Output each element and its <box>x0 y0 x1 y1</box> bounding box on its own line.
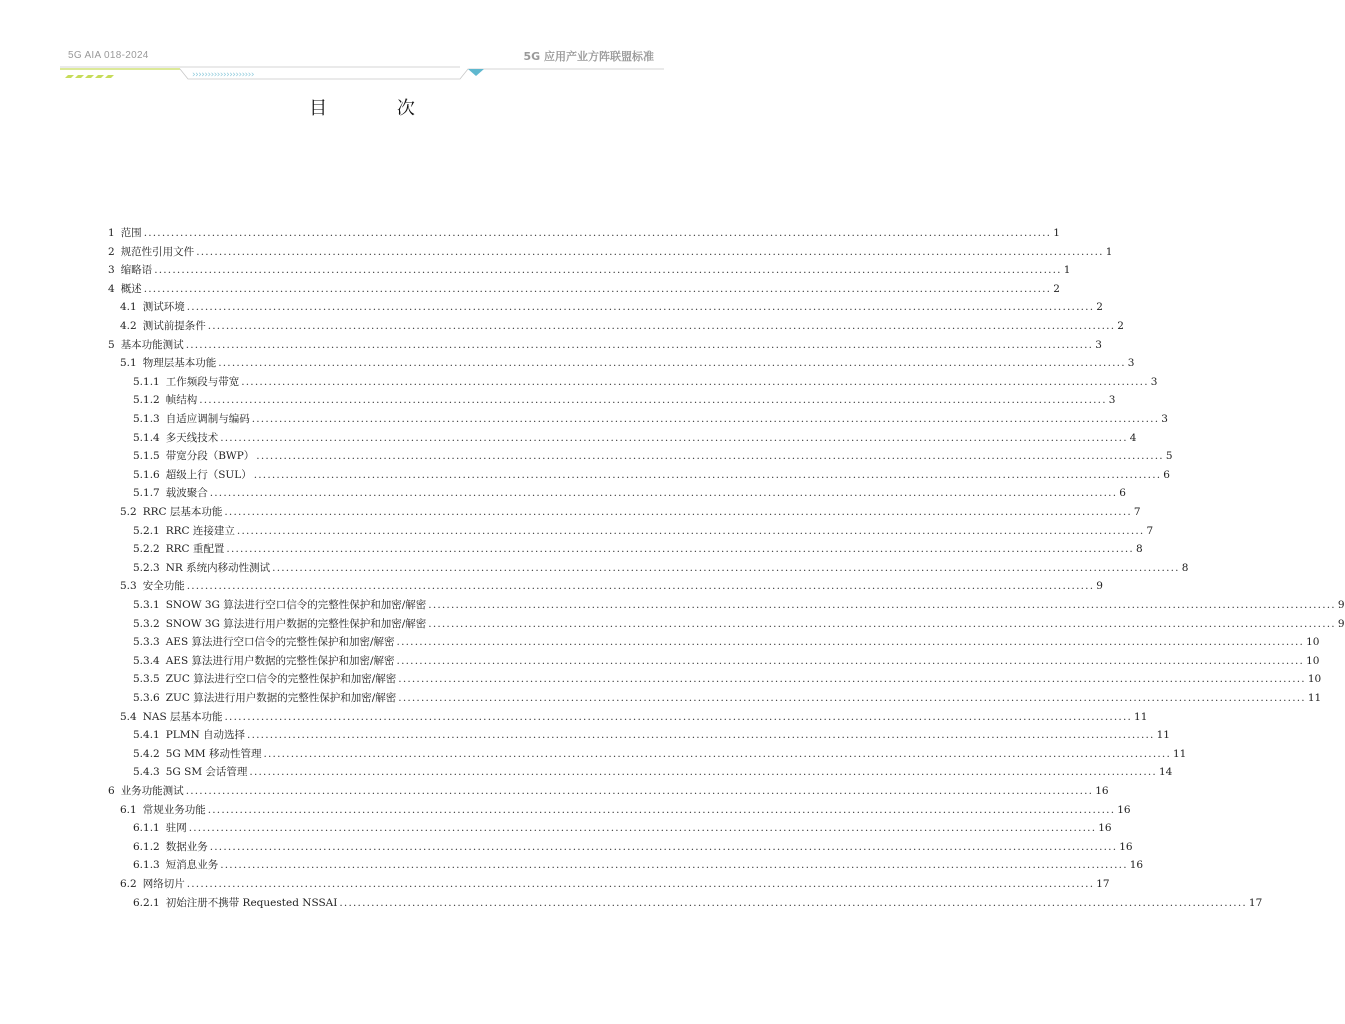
toc-entry-title: 网络切片 <box>142 878 185 890</box>
toc-entry-page: 6 <box>1163 468 1170 481</box>
toc-entry[interactable] <box>133 538 1143 556</box>
header-triangle-icon <box>468 69 484 76</box>
document-id: 5G AIA 018-2024 <box>68 50 149 61</box>
toc-entry[interactable] <box>108 241 1113 259</box>
toc-entry-number: 5.3.3 <box>133 636 160 649</box>
toc-entry-page: 4 <box>1129 431 1137 444</box>
toc-leader-dots: ........................................................................................................................................................................................................ <box>218 357 1126 370</box>
toc-entry[interactable] <box>133 650 1320 668</box>
toc-entry[interactable] <box>120 706 1148 724</box>
toc-leader-dots: ........................................................................................................................................................................................................ <box>249 766 1157 779</box>
toc-leader-dots: ........................................................................................................................................................................................................ <box>339 896 1247 909</box>
toc-leader-dots: ........................................................................................................................................................................................................ <box>224 506 1132 518</box>
toc-entry[interactable] <box>133 520 1154 538</box>
toc-entry-number: 6.2.1 <box>133 896 160 909</box>
toc-entry-page: 3 <box>1108 394 1116 407</box>
toc-entry-page: 11 <box>1307 692 1322 704</box>
toc-entry-page: 1 <box>1063 264 1071 277</box>
toc-entry-title: 工作频段与带宽 <box>165 375 240 388</box>
toc-leader-dots: ........................................................................................................................................................................................................ <box>199 394 1107 407</box>
toc-leader-dots: ........................................................................................................................................................................................................ <box>396 654 1305 667</box>
toc-entry-number: 6.1.3 <box>133 859 160 872</box>
toc-leader-dots: ........................................................................................................................................................................................................ <box>396 636 1305 649</box>
toc-entry-number: 6 <box>108 785 115 797</box>
toc-entry-title: 常规业务功能 <box>142 803 206 816</box>
toc-leader-dots: ........................................................................................................................................................................................................ <box>186 580 1095 593</box>
toc-entry[interactable] <box>133 817 1112 835</box>
toc-entry[interactable] <box>133 854 1144 872</box>
toc-entry[interactable] <box>120 873 1110 891</box>
toc-leader-dots: ........................................................................................................................................................................................................ <box>186 878 1095 890</box>
toc-entry-page: 16 <box>1117 803 1131 816</box>
toc-entry-number: 5.3.1 <box>133 599 160 611</box>
toc-entry-number: 5.3 <box>120 580 137 593</box>
toc-entry-page: 14 <box>1158 766 1173 779</box>
toc-entry[interactable] <box>133 408 1168 426</box>
toc-entry-page: 2 <box>1096 301 1103 314</box>
toc-entry[interactable] <box>108 259 1071 277</box>
toc-entry-page: 9 <box>1337 599 1345 611</box>
toc-entry-title: AES 算法进行用户数据的完整性保护和加密/解密 <box>165 654 395 667</box>
toc-leader-dots: ........................................................................................................................................................................................................ <box>185 338 1094 351</box>
toc-entry-page: 16 <box>1095 785 1109 797</box>
toc-entry-number: 4 <box>108 282 115 295</box>
toc-leader-dots: ........................................................................................................................................................................................................ <box>272 561 1180 574</box>
toc-entry-number: 6.1.2 <box>133 840 160 853</box>
toc-entry[interactable] <box>108 780 1109 798</box>
toc-leader-dots: ........................................................................................................................................................................................................ <box>207 803 1116 816</box>
toc-entry-title: 初始注册不携带 Requested NSSAI <box>165 896 338 909</box>
toc-entry-title: PLMN 自动选择 <box>165 729 246 742</box>
toc-entry[interactable] <box>120 296 1103 314</box>
toc-entry[interactable] <box>133 464 1170 482</box>
toc-leader-dots: ........................................................................................................................................................................................................ <box>207 320 1116 332</box>
toc-entry-title: 数据业务 <box>165 840 208 853</box>
toc-entry-page: 3 <box>1161 413 1168 425</box>
toc-entry-number: 5.1.6 <box>133 468 160 481</box>
toc-entry-title: 测试环境 <box>142 301 185 314</box>
toc-entry-number: 1 <box>108 227 115 239</box>
toc-entry-title: RRC 重配置 <box>165 543 225 556</box>
toc-entry-number: 5.1.5 <box>133 450 160 463</box>
toc-entry-number: 5.2.2 <box>133 543 160 556</box>
toc-entry-number: 5.3.5 <box>133 673 160 686</box>
toc-entry[interactable] <box>133 743 1187 761</box>
toc-leader-dots: ........................................................................................................................................................................................................ <box>220 431 1128 444</box>
toc-entry-number: 5.1.2 <box>133 394 160 407</box>
toc-entry[interactable] <box>108 278 1060 296</box>
toc-leader-dots: ........................................................................................................................................................................................................ <box>241 375 1149 388</box>
toc-entry-number: 5.4.3 <box>133 766 160 779</box>
toc-entry-page: 3 <box>1095 338 1102 351</box>
toc-entry-title: 范围 <box>120 227 142 239</box>
toc-entry-number: 5.3.2 <box>133 617 160 630</box>
toc-leader-dots: ........................................................................................................................................................................................................ <box>428 599 1336 611</box>
toc-leader-dots: ........................................................................................................................................................................................................ <box>256 450 1164 463</box>
toc-entry[interactable] <box>133 668 1322 686</box>
toc-entry[interactable] <box>133 631 1320 649</box>
page-title: 目 次 <box>309 98 447 119</box>
toc-entry[interactable] <box>133 761 1173 779</box>
toc-leader-dots: ........................................................................................................................................................................................................ <box>185 785 1094 797</box>
toc-entry[interactable] <box>120 315 1124 333</box>
toc-entry[interactable] <box>133 892 1263 910</box>
toc-leader-dots: ........................................................................................................................................................................................................ <box>209 487 1118 500</box>
toc-leader-dots: ........................................................................................................................................................................................................ <box>236 524 1145 537</box>
toc-entry-title: NR 系统内移动性测试 <box>165 561 271 574</box>
toc-entry[interactable] <box>133 557 1189 575</box>
toc-entry-number: 5.2.3 <box>133 561 160 574</box>
toc-entry[interactable] <box>120 799 1131 817</box>
toc-entry-title: 安全功能 <box>142 580 185 593</box>
toc-entry-title: 规范性引用文件 <box>120 245 195 258</box>
toc-entry-page: 3 <box>1150 375 1158 388</box>
toc-entry-number: 4.2 <box>120 320 137 332</box>
toc-entry-number: 5.1.1 <box>133 375 160 388</box>
toc-entry-title: ZUC 算法进行空口信令的完整性保护和加密/解密 <box>165 673 397 686</box>
toc-entry[interactable] <box>133 445 1173 463</box>
toc-entry-number: 6.1.1 <box>133 822 160 835</box>
toc-entry[interactable] <box>120 501 1141 519</box>
toc-entry-number: 5.1.4 <box>133 431 160 444</box>
toc-entry-title: 基本功能测试 <box>120 338 184 351</box>
toc-entry[interactable] <box>133 371 1158 389</box>
toc-entry-page: 16 <box>1098 822 1112 835</box>
toc-entry-title: SNOW 3G 算法进行用户数据的完整性保护和加密/解密 <box>165 617 427 630</box>
toc-entry-title: AES 算法进行空口信令的完整性保护和加密/解密 <box>165 636 395 649</box>
toc-entry-title: 短消息业务 <box>165 859 219 872</box>
toc-entry-title: RRC 层基本功能 <box>142 506 223 518</box>
toc-leader-dots: ........................................................................................................................................................................................................ <box>398 673 1306 686</box>
toc-entry-title: 缩略语 <box>120 264 153 277</box>
toc-entry[interactable] <box>133 687 1322 705</box>
toc-entry-title: 物理层基本功能 <box>142 357 217 370</box>
toc-entry-title: 多天线技术 <box>165 431 219 444</box>
toc-leader-dots: ........................................................................................................................................................................................................ <box>154 264 1062 277</box>
toc-entry-page: 6 <box>1119 487 1126 500</box>
green-hatch <box>65 75 114 78</box>
toc-entry[interactable] <box>133 724 1170 742</box>
toc-entry-page: 8 <box>1181 561 1189 574</box>
toc-entry-page: 10 <box>1306 654 1320 667</box>
toc-entry-title: 超级上行（SUL） <box>165 468 252 481</box>
toc-entry[interactable] <box>133 836 1133 854</box>
toc-leader-dots: ........................................................................................................................................................................................................ <box>143 282 1052 295</box>
toc-entry-page: 7 <box>1146 524 1154 537</box>
toc-entry-page: 1 <box>1105 245 1113 258</box>
toc-entry-page: 1 <box>1053 227 1060 239</box>
toc-leader-dots: ........................................................................................................................................................................................................ <box>253 468 1162 481</box>
toc-entry-number: 6.1 <box>120 803 137 816</box>
toc-entry-number: 4.1 <box>120 301 137 314</box>
toc-entry-number: 5.2 <box>120 506 137 518</box>
toc-entry-page: 9 <box>1337 617 1345 630</box>
toc-entry-page: 8 <box>1135 543 1143 556</box>
header-decoration <box>60 62 664 82</box>
toc-leader-dots: ........................................................................................................................................................................................................ <box>209 840 1118 853</box>
toc-entry-title: 帧结构 <box>165 394 198 407</box>
toc-entry-title: 自适应调制与编码 <box>165 413 250 425</box>
toc-entry-title: 测试前提条件 <box>142 320 206 332</box>
toc-entry-number: 5.1.3 <box>133 413 160 425</box>
toc-entry-title: 5G SM 会话管理 <box>165 766 248 779</box>
toc-leader-dots: ........................................................................................................................................................................................................ <box>143 227 1052 239</box>
toc-entry-page: 3 <box>1127 357 1135 370</box>
toc-leader-dots: ........................................................................................................................................................................................................ <box>263 747 1171 760</box>
toc-entry-title: 载波聚合 <box>165 487 208 500</box>
toc-entry-title: 业务功能测试 <box>120 785 184 797</box>
toc-entry-number: 5.2.1 <box>133 524 160 537</box>
toc-entry-number: 2 <box>108 245 115 258</box>
toc-entry-title: RRC 连接建立 <box>165 524 235 537</box>
toc-leader-dots: ........................................................................................................................................................................................................ <box>186 301 1095 314</box>
toc-entry[interactable] <box>133 594 1345 612</box>
organization-name: 5G 应用产业方阵联盟标准 <box>523 50 654 63</box>
toc-entry[interactable] <box>120 352 1135 370</box>
toc-entry-page: 2 <box>1053 282 1060 295</box>
toc-entry-number: 6.2 <box>120 878 137 890</box>
toc-entry[interactable] <box>108 334 1102 352</box>
toc-entry-page: 9 <box>1096 580 1103 593</box>
toc-entry-number: 5.4 <box>120 710 137 723</box>
toc-entry-title: NAS 层基本功能 <box>142 710 223 723</box>
toc-leader-dots: ........................................................................................................................................................................................................ <box>398 692 1306 704</box>
toc-entry-number: 5.4.1 <box>133 729 160 742</box>
toc-entry-title: 5G MM 移动性管理 <box>165 747 262 760</box>
toc-leader-dots: ........................................................................................................................................................................................................ <box>247 729 1155 742</box>
toc-entry-page: 16 <box>1129 859 1144 872</box>
toc-entry-page: 11 <box>1134 710 1148 723</box>
toc-entry-page: 17 <box>1248 896 1263 909</box>
toc-entry-number: 5.4.2 <box>133 747 160 760</box>
toc-entry[interactable] <box>120 575 1103 593</box>
toc-entry-title: ZUC 算法进行用户数据的完整性保护和加密/解密 <box>165 692 397 704</box>
toc-entry-number: 5 <box>108 338 115 351</box>
toc-entry-page: 2 <box>1117 320 1124 332</box>
toc-entry-page: 17 <box>1096 878 1110 890</box>
toc-entry-page: 7 <box>1133 506 1141 518</box>
toc-entry[interactable] <box>133 613 1345 631</box>
toc-entry[interactable] <box>133 427 1137 445</box>
toc-leader-dots: ........................................................................................................................................................................................................ <box>220 859 1128 872</box>
toc-entry[interactable] <box>108 222 1060 240</box>
toc-entry-number: 5.1.7 <box>133 487 160 500</box>
toc-entry-page: 10 <box>1307 673 1322 686</box>
toc-entry-title: 驻网 <box>165 822 187 835</box>
toc-entry-page: 5 <box>1165 450 1173 463</box>
toc-entry-title: 概述 <box>120 282 142 295</box>
chevron-pattern: ›››››››››››››››››››› <box>192 70 254 80</box>
toc-leader-dots: ........................................................................................................................................................................................................ <box>251 413 1160 425</box>
toc-entry-page: 11 <box>1156 729 1170 742</box>
toc-leader-dots: ........................................................................................................................................................................................................ <box>428 617 1336 630</box>
toc-leader-dots: ........................................................................................................................................................................................................ <box>224 710 1133 723</box>
toc-leader-dots: ........................................................................................................................................................................................................ <box>226 543 1134 556</box>
toc-entry-number: 5.3.6 <box>133 692 160 704</box>
toc-entry-title: SNOW 3G 算法进行空口信令的完整性保护和加密/解密 <box>165 599 427 611</box>
toc-entry-page: 10 <box>1306 636 1320 649</box>
toc-entry[interactable] <box>133 482 1126 500</box>
toc-entry-number: 5.3.4 <box>133 654 160 667</box>
toc-entry-title: 带宽分段（BWP） <box>165 450 255 463</box>
toc-entry-page: 16 <box>1119 840 1133 853</box>
toc-entry[interactable] <box>133 389 1116 407</box>
toc-leader-dots: ........................................................................................................................................................................................................ <box>188 822 1097 835</box>
toc-entry-number: 5.1 <box>120 357 137 370</box>
toc-leader-dots: ........................................................................................................................................................................................................ <box>196 245 1104 258</box>
toc-entry-number: 3 <box>108 264 115 277</box>
toc-entry-page: 11 <box>1173 747 1187 760</box>
